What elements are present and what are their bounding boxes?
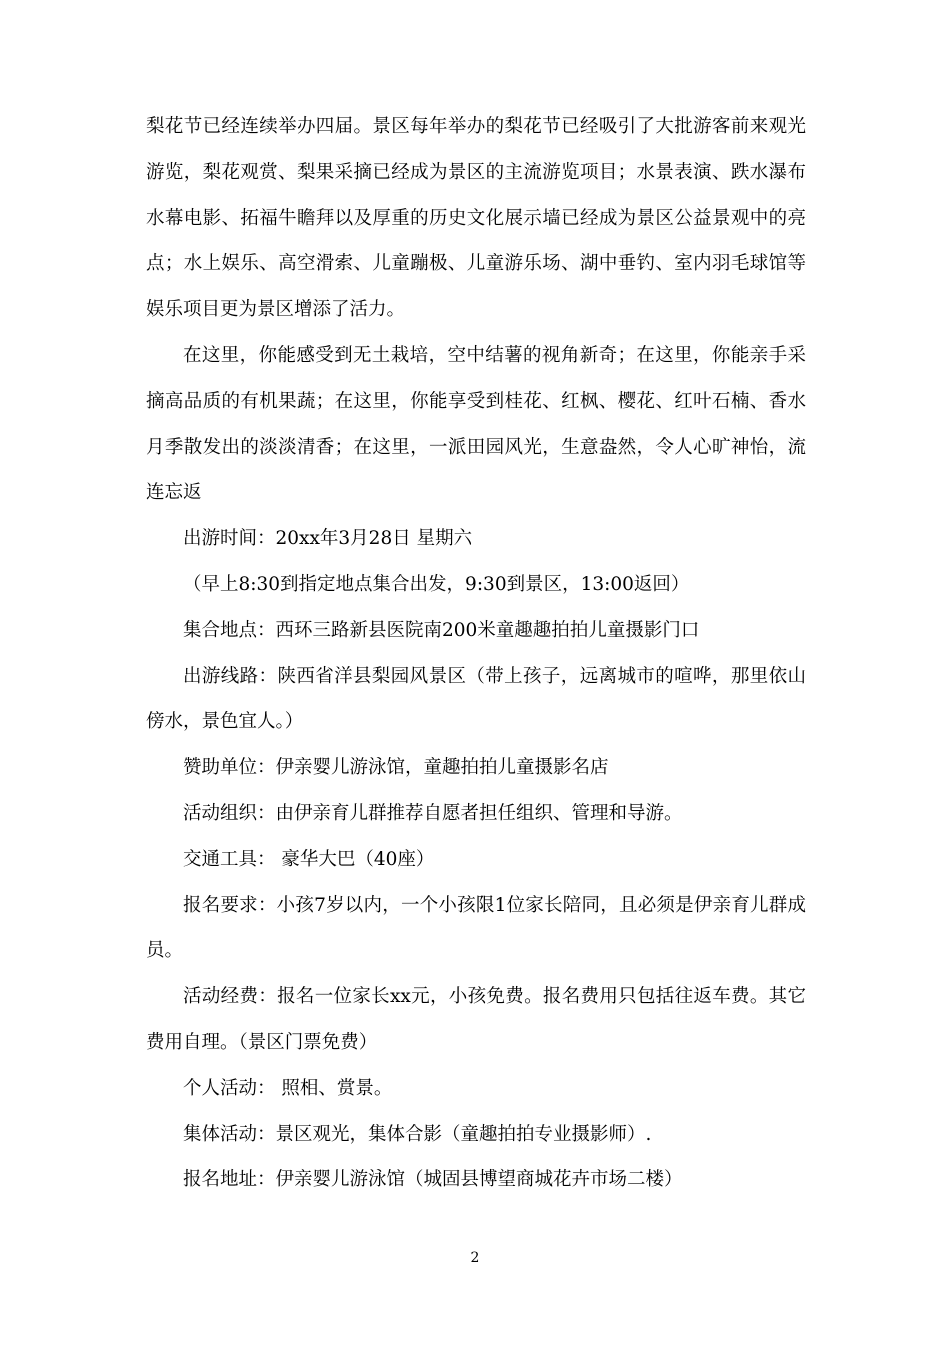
paragraph-route: 出游线路：陕西省洋县梨园风景区（带上孩子，远离城市的喧哗，那里依山傍水，景色宜人。） (146, 665, 806, 733)
paragraph-fees: 活动经费：报名一位家长xx元，小孩免费。报名费用只包括往返车费。其它费用自理。（景区门票免费） (146, 986, 806, 1053)
paragraph-schedule: （早上8:30到指定地点集合出发，9:30到景区，13:00返回） (183, 573, 690, 595)
paragraph-trip-time: 出游时间：20xx年3月28日 星期六 (183, 528, 473, 550)
page-number: 2 (470, 1250, 480, 1266)
paragraph-requirements: 报名要求：小孩7岁以内，一个小孩限1位家长陪同，且必须是伊亲育儿群成员。 (146, 894, 806, 962)
paragraph-individual-activities: 个人活动： 照相、赏景。 (183, 1077, 393, 1099)
body-text (146, 104, 806, 1203)
paragraph-organization: 活动组织：由伊亲育儿群推荐自愿者担任组织、管理和导游。 (183, 802, 683, 824)
paragraph-here-you-can: 在这里，你能感受到无土栽培，空中结薯的视角新奇；在这里，你能亲手采摘高品质的有机果蔬；在这里，你能享受到桂花、红枫、樱花、红叶石楠、香水月季散发出的淡淡清香；在这里，一派田园风光，生意盎然，令人心旷神怡，流连忘返 (146, 344, 806, 504)
paragraph-registration-address: 报名地址：伊亲婴儿游泳馆（城固县博望商城花卉市场二楼） (183, 1169, 683, 1191)
paragraph-pear-festival: 梨花节已经连续举办四届。景区每年举办的梨花节已经吸引了大批游客前来观光游览，梨花观赏、梨果采摘已经成为景区的主流游览项目；水景表演、跌水瀑布水幕电影、拓福牛瞻拜以及厚重的历史文化展示墙已经成为景区公益景观中的亮点；水上娱乐、高空滑索、儿童蹦极、儿童游乐场、湖中垂钓、室内羽毛球馆等娱乐项目更为景区增添了活力。 (146, 116, 806, 321)
paragraph-group-activities: 集体活动：景区观光，集体合影（童趣拍拍专业摄影师）. (183, 1123, 652, 1145)
paragraph-transport: 交通工具： 豪华大巴（40座） (183, 848, 435, 870)
paragraph-sponsors: 赞助单位：伊亲婴儿游泳馆，童趣拍拍儿童摄影名店 (183, 757, 609, 779)
paragraph-meeting-place: 集合地点：西环三路新县医院南200米童趣趣拍拍儿童摄影门口 (183, 619, 700, 641)
